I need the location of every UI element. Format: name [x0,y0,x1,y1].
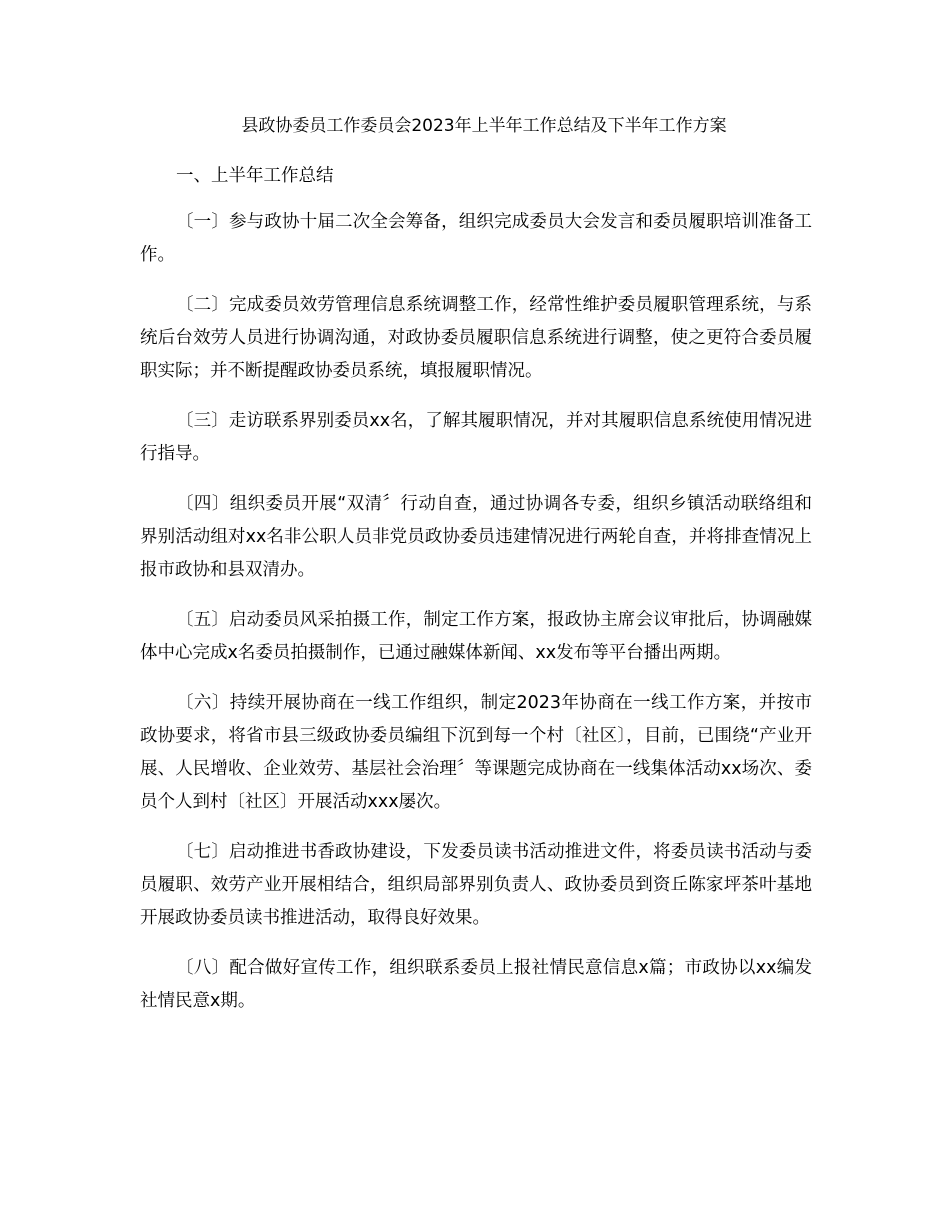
paragraph-3: 〔三〕走访联系界别委员xx名，了解其履职情况，并对其履职信息系统使用情况进行指导。 [140,411,812,464]
paragraph-1: 〔一〕参与政协十届二次全会筹备，组织完成委员大会发言和委员履职培训准备工作。 [140,212,812,265]
paragraph-5: 〔五〕启动委员风采拍摄工作，制定工作方案，报政协主席会议审批后，协调融媒体中心完成x名委员拍摄制作，已通过融媒体新闻、xx发布等平台播出两期。 [140,610,812,663]
paragraph-7: 〔七〕启动推进书香政协建设，下发委员读书活动推进文件，将委员读书活动与委员履职、效劳产业开展相结合，组织局部界别负责人、政协委员到资丘陈家坪茶叶基地开展政协委员读书推进活动，取得良好效果。 [140,842,812,928]
paragraph-4: 〔四〕组织委员开展“双清〞行动自查，通过协调各专委，组织乡镇活动联络组和界别活动组对xx名非公职人员非党员政协委员违建情况进行两轮自查，并将排查情况上报市政协和县双清办。 [140,494,812,580]
paragraph-8: 〔八〕配合做好宣传工作，组织联系委员上报社情民意信息x篇；市政协以xx编发社情民意x期。 [140,958,812,1011]
paragraph-6: 〔六〕持续开展协商在一线工作组织，制定2023年协商在一线工作方案，并按市政协要求，将省市县三级政协委员编组下沉到每一个村〔社区〕，目前，已围绕“产业开展、人民增收、企业效劳、基层社会治理〞等课题完成协商在一线集体活动xx场次、委员个人到村〔社区〕开展活动xxx屡次。 [140,693,812,812]
document-title: 县政协委员工作委员会2023年上半年工作总结及下半年工作方案 [241,116,727,136]
document-body [140,163,812,1035]
paragraph-2: 〔二〕完成委员效劳管理信息系统调整工作，经常性维护委员履职管理系统，与系统后台效劳人员进行协调沟通，对政协委员履职信息系统进行调整，使之更符合委员履职实际；并不断提醒政协委员系统，填报履职情况。 [140,295,812,381]
section-heading: 一、上半年工作总结 [176,166,334,186]
